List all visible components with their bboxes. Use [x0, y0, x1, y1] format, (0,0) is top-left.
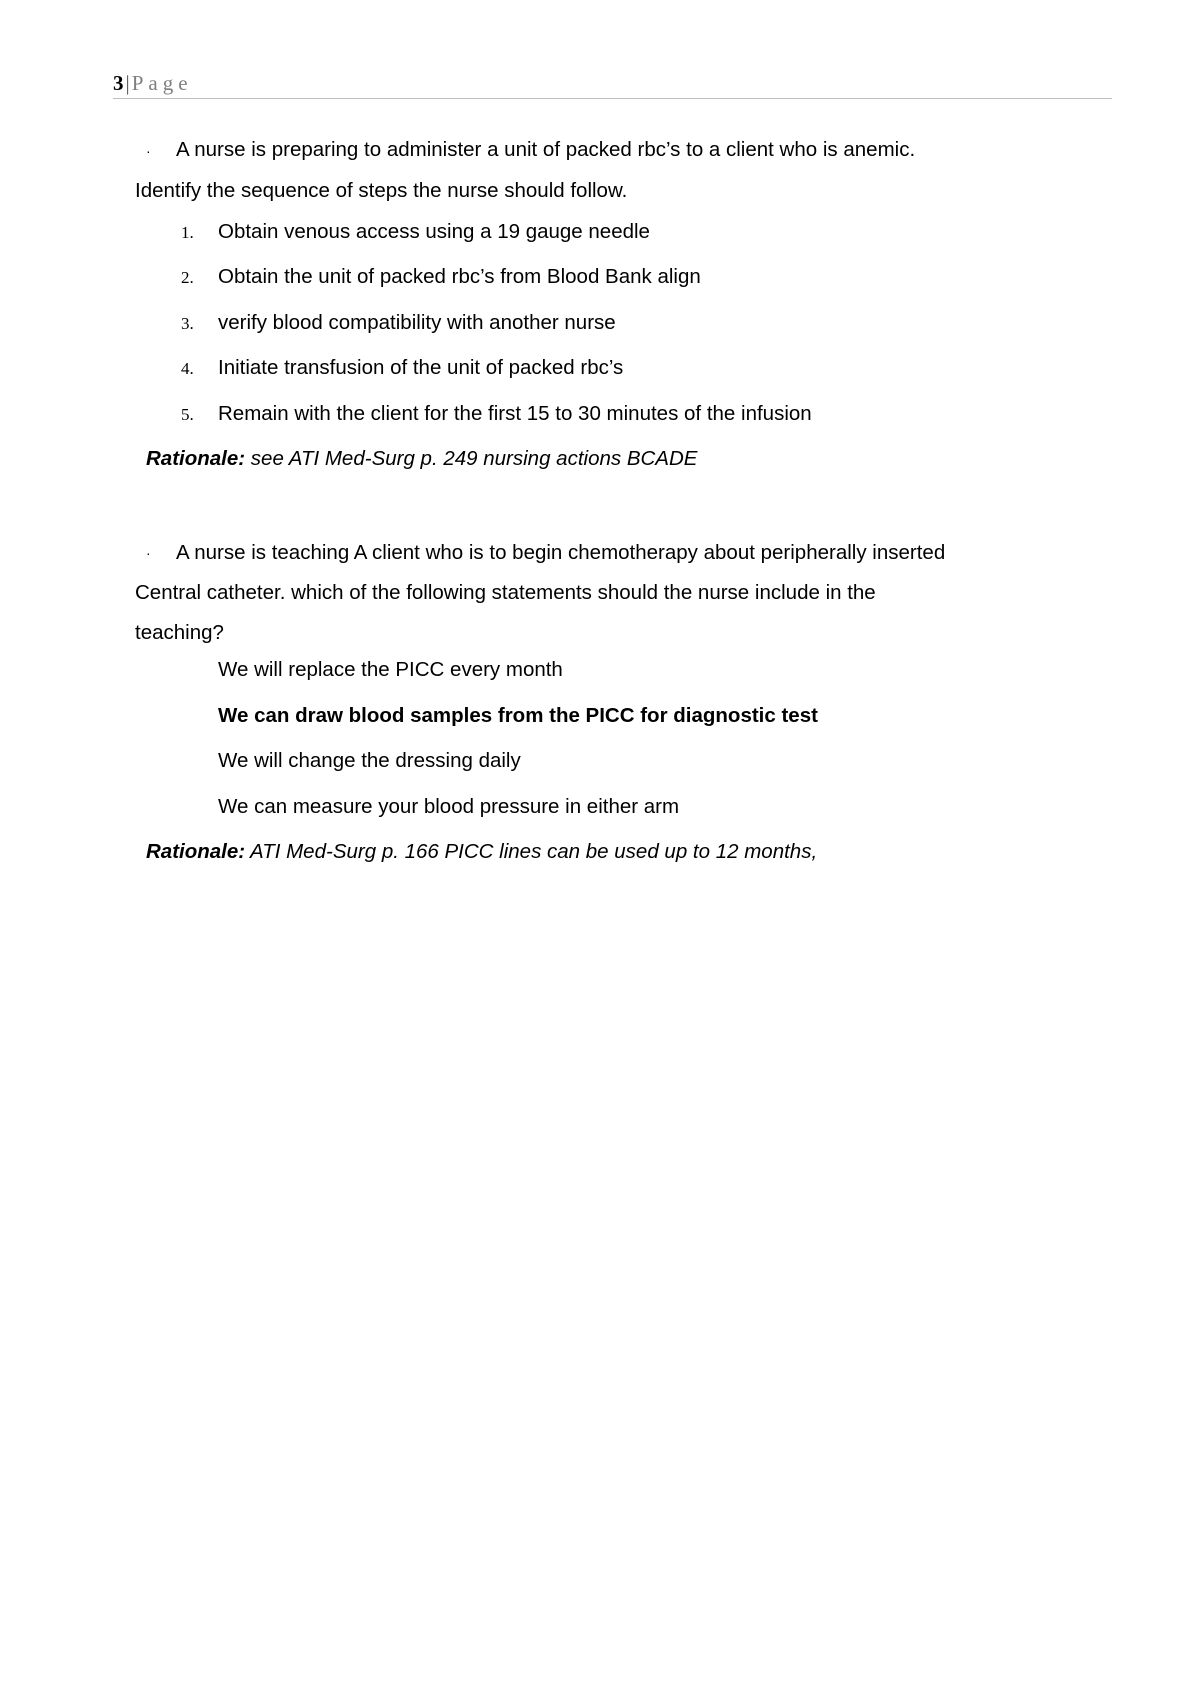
bullet-marker: · [146, 142, 151, 159]
step-text: Remain with the client for the first 15 to 30 minutes of the infusion [218, 401, 812, 425]
step-text: Obtain the unit of packed rbc’s from Blood Bank align [218, 265, 701, 289]
question-1-rationale [146, 446, 1046, 473]
list-item [146, 219, 1046, 265]
list-item [146, 401, 1046, 447]
question-2-stem [135, 533, 1046, 654]
rationale-text: ATI Med-Surg p. 166 PICC lines can be used up to 12 months, [245, 840, 818, 864]
question-1-stem-line-1: A nurse is preparing to administer a unit of packed rbc’s to a client who is anemic. [176, 138, 916, 161]
question-2-stem-line-3: teaching? [135, 621, 224, 645]
answer-option: We will change the dressing daily [218, 749, 521, 773]
step-number: 5. [181, 404, 194, 424]
list-item [146, 355, 1046, 401]
rationale-label: Rationale: [146, 447, 246, 471]
rationale-label: Rationale: [146, 840, 246, 864]
question-1-stem [135, 130, 1046, 211]
step-number: 1. [181, 222, 194, 242]
header-separator: | [125, 71, 130, 95]
bullet-marker: · [146, 545, 151, 562]
step-number: 2. [181, 268, 194, 288]
page-number: 3 [113, 71, 124, 95]
step-number: 3. [181, 313, 194, 333]
question-1 [135, 130, 1046, 473]
answer-option-correct: We can draw blood samples from the PICC for diagnostic test [218, 703, 818, 727]
page-label: Page [131, 71, 193, 95]
answer-option: We will replace the PICC every month [218, 658, 563, 682]
question-2 [135, 533, 1046, 866]
question-1-stem-line-2: Identify the sequence of steps the nurse should follow. [135, 178, 628, 202]
list-item [146, 310, 1046, 356]
question-2-stem-line-2: Central catheter. which of the following statements should the nurse include in the [135, 581, 876, 605]
question-1-steps [146, 219, 1046, 447]
document-body [135, 130, 1046, 866]
list-item [146, 264, 1046, 310]
step-text: Initiate transfusion of the unit of packed rbc’s [218, 356, 624, 380]
question-2-rationale [146, 839, 1046, 866]
question-2-stem-line-1: A nurse is teaching A client who is to begin chemotherapy about peripherally inserted [176, 540, 946, 564]
answer-option: We can measure your blood pressure in either arm [218, 794, 680, 818]
rationale-text: see ATI Med-Surg p. 249 nursing actions BCADE [245, 447, 698, 471]
step-text: verify blood compatibility with another nurse [218, 310, 616, 334]
step-text: Obtain venous access using a 19 gauge needle [218, 219, 650, 243]
step-number: 4. [181, 359, 194, 379]
question-2-options [146, 657, 1046, 839]
page-header [113, 70, 1112, 99]
